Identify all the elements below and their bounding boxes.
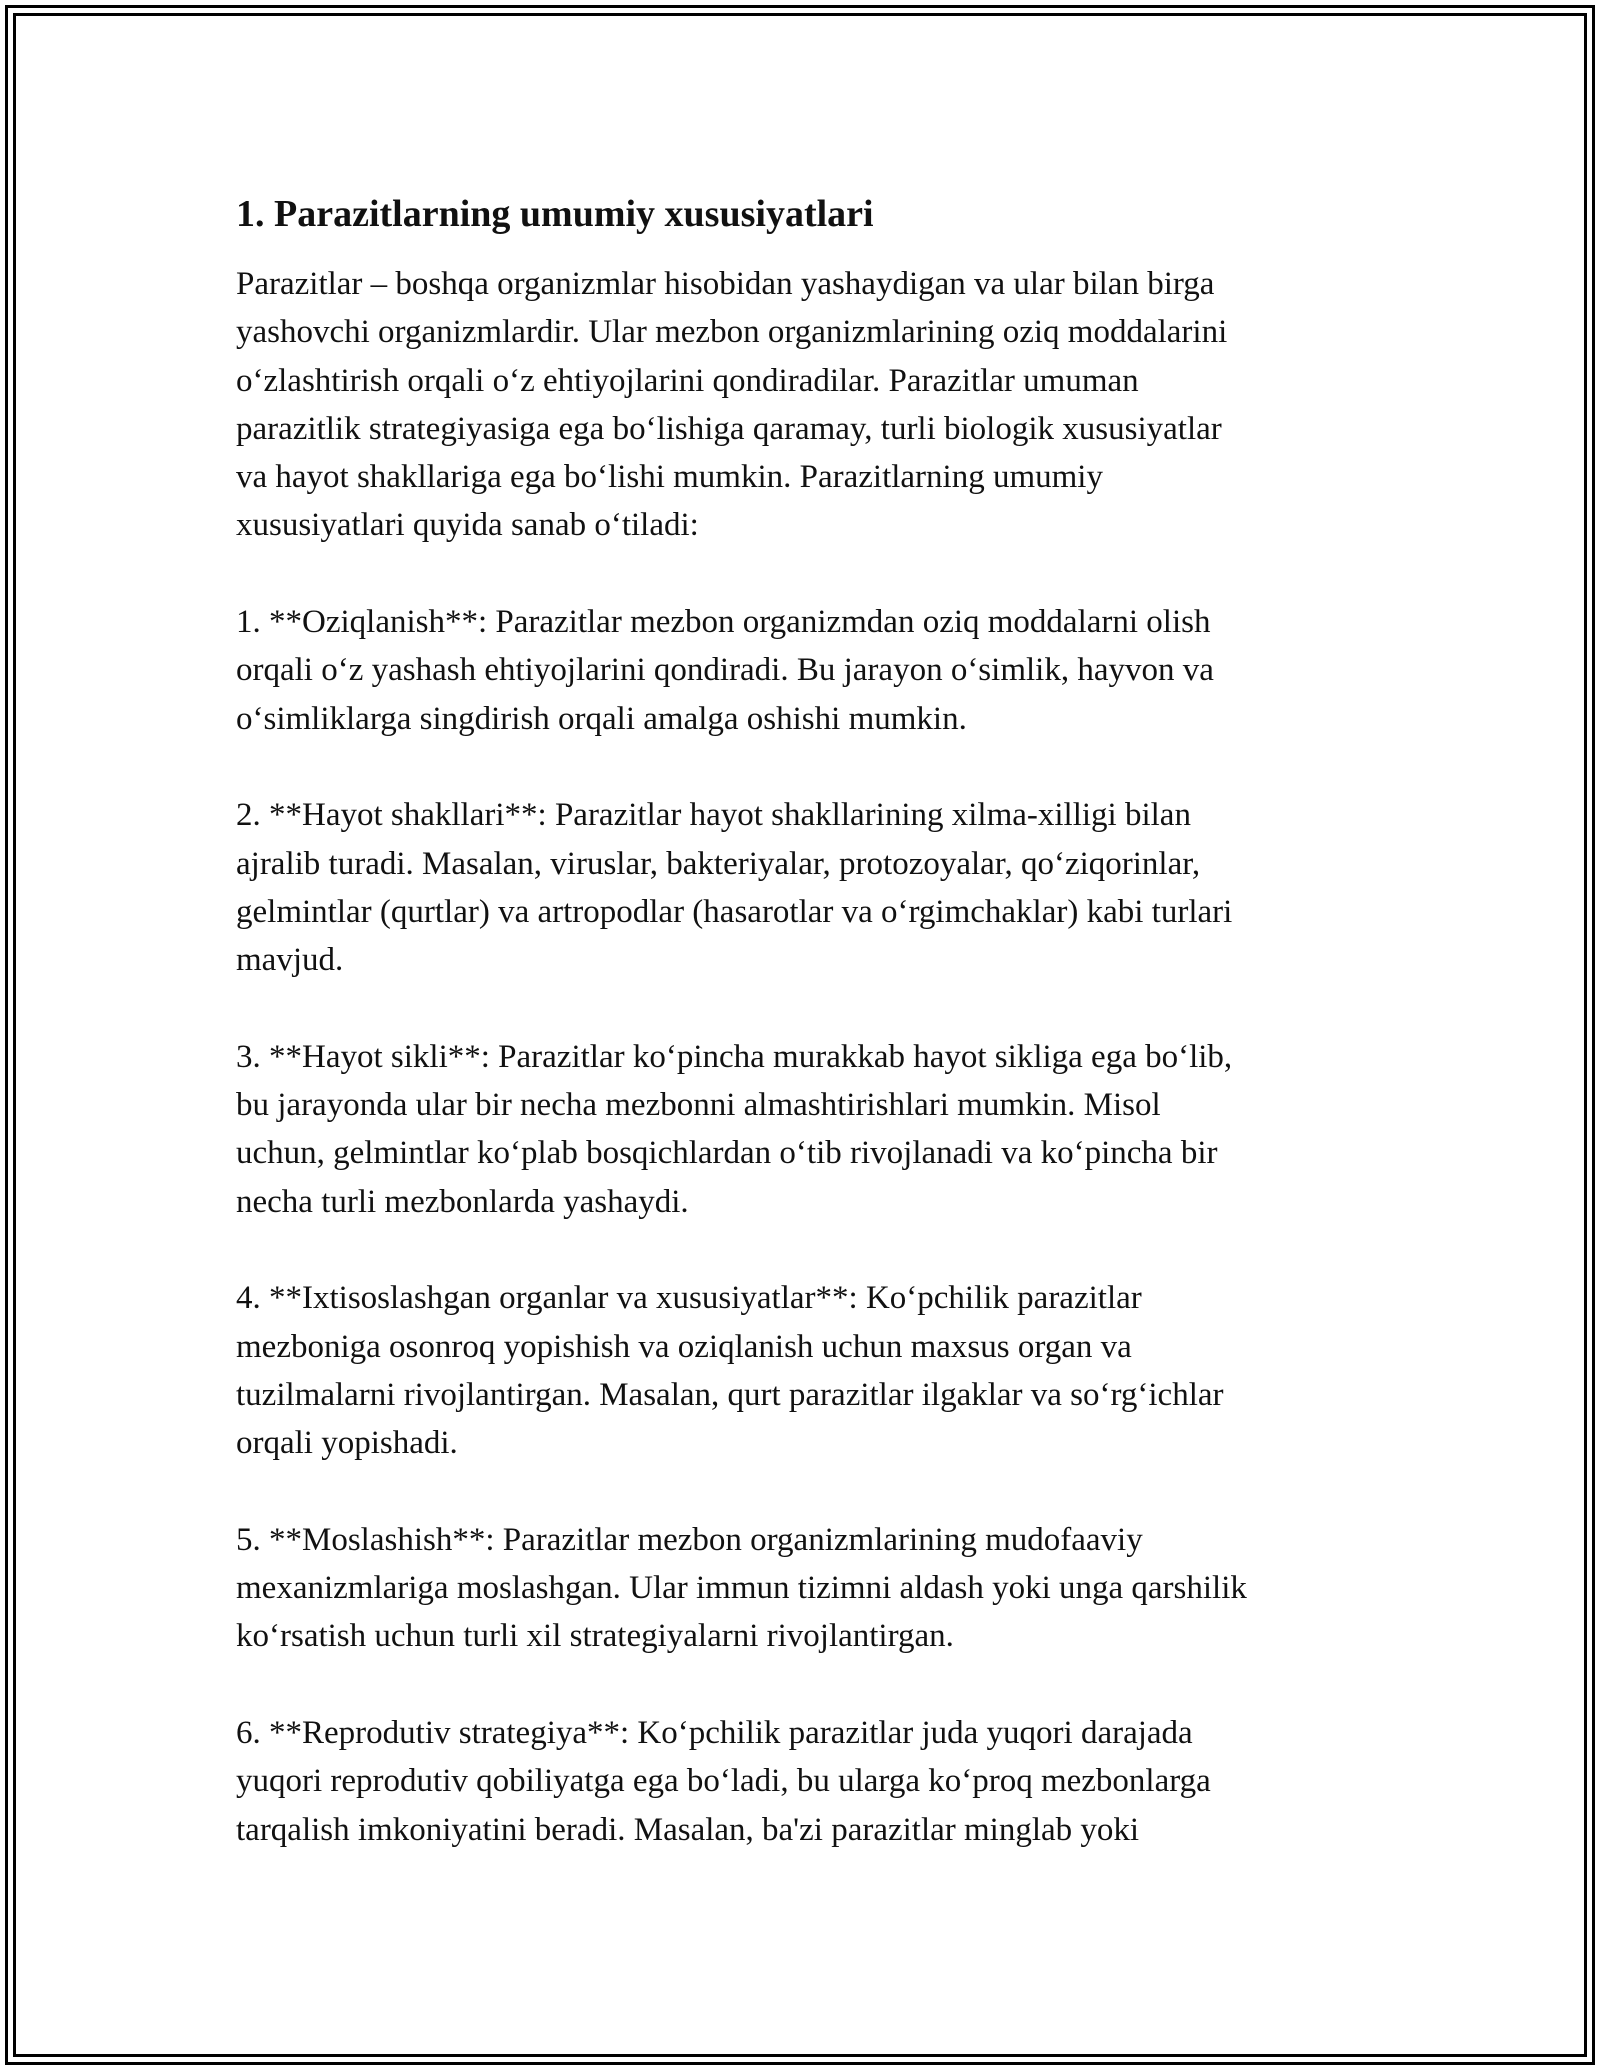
text-line: xususiyatlari quyida sanab oʻtiladi:	[236, 507, 699, 544]
list-item-adaptation	[236, 1516, 1396, 1661]
text-line: orqali oʻz yashash ehtiyojlarini qondiradi. Bu jarayon oʻsimlik, hayvon va	[236, 652, 1214, 689]
text-line: oʻsimliklarga singdirish orqali amalga oshishi mumkin.	[236, 700, 967, 737]
text-line: uchun, gelmintlar koʻplab bosqichlardan oʻtib rivojlanadi va koʻpincha bir	[236, 1135, 1218, 1172]
text-line: 2. **Hayot shakllari**: Parazitlar hayot shakllarining xilma-xilligi bilan	[236, 797, 1191, 834]
text-line: oʻzlashtirish orqali oʻz ehtiyojlarini qondiradilar. Parazitlar umuman	[236, 362, 1139, 399]
text-line: 6. **Reprodutiv strategiya**: Koʻpchilik parazitlar juda yuqori darajada	[236, 1714, 1193, 1751]
text-line: 3. **Hayot sikli**: Parazitlar koʻpincha murakkab hayot sikliga ega boʻlib,	[236, 1038, 1233, 1075]
text-line: koʻrsatish uchun turli xil strategiyalarni rivojlantirgan.	[236, 1618, 954, 1655]
text-line: tarqalish imkoniyatini beradi. Masalan, ba'zi parazitlar minglab yoki	[236, 1811, 1140, 1848]
list-item-specialized-organs	[236, 1274, 1396, 1467]
text-line: yashovchi organizmlardir. Ular mezbon organizmlarining oziq moddalarini	[236, 314, 1228, 351]
text-line: parazitlik strategiyasiga ega boʻlishiga qaramay, turli biologik xususiyatlar	[236, 410, 1222, 447]
text-line: orqali yopishadi.	[236, 1425, 458, 1462]
list-item-life-cycle	[236, 1033, 1396, 1226]
text-line: ajralib turadi. Masalan, viruslar, bakteriyalar, protozoyalar, qoʻziqorinlar,	[236, 845, 1201, 882]
text-line: mezboniga osonroq yopishish va oziqlanish uchun maxsus organ va	[236, 1328, 1132, 1365]
text-line: tuzilmalarni rivojlantirgan. Masalan, qurt parazitlar ilgaklar va soʻrgʻichlar	[236, 1376, 1224, 1413]
section-heading: 1. Parazitlarning umumiy xususiyatlari	[236, 193, 874, 235]
text-line: 1. **Oziqlanish**: Parazitlar mezbon organizmdan oziq moddalarni olish	[236, 604, 1211, 641]
intro-paragraph	[236, 260, 1396, 550]
document-body	[236, 186, 1396, 1902]
text-line: 5. **Moslashish**: Parazitlar mezbon organizmlarining mudofaaviy	[236, 1521, 1143, 1558]
text-line: bu jarayonda ular bir necha mezbonni almashtirishlari mumkin. Misol	[236, 1087, 1161, 1124]
text-line: yuqori reprodutiv qobiliyatga ega boʻladi, bu ularga koʻproq mezbonlarga	[236, 1763, 1211, 1800]
list-item-nutrition	[236, 598, 1396, 743]
text-line: 4. **Ixtisoslashgan organlar va xususiyatlar**: Koʻpchilik parazitlar	[236, 1280, 1142, 1317]
text-line: necha turli mezbonlarda yashaydi.	[236, 1183, 689, 1220]
list-item-life-forms	[236, 791, 1396, 984]
text-line: gelmintlar (qurtlar) va artropodlar (hasarotlar va oʻrgimchaklar) kabi turlari	[236, 893, 1233, 930]
text-line: mexanizmlariga moslashgan. Ular immun tizimni aldash yoki unga qarshilik	[236, 1570, 1247, 1607]
list-item-reproductive-strategy	[236, 1709, 1396, 1854]
text-line: Parazitlar – boshqa organizmlar hisobidan yashaydigan va ular bilan birga	[236, 266, 1215, 302]
text-line: va hayot shakllariga ega boʻlishi mumkin. Parazitlarning umumiy	[236, 459, 1103, 496]
text-line: mavjud.	[236, 942, 344, 979]
